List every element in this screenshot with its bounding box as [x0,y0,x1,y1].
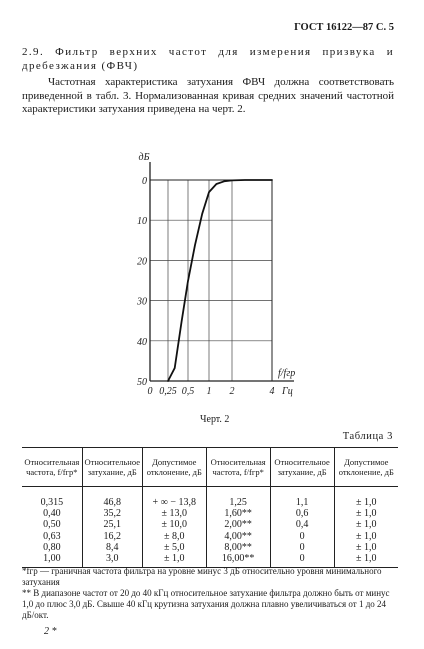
table-cell: 1,1 [270,487,334,509]
section-title: 2.9. Фильтр верхних частот для измерения призвука и дребезжания (ФВЧ) [22,46,394,72]
table-caption: Таблица 3 [342,431,393,442]
table-header-cell: Относительная частота, f/fгр* [22,448,82,487]
page-header: ГОСТ 16122—87 С. 5 [294,22,394,33]
footnote-2: ** В диапазоне частот от 20 до 40 кГц относительное затухание фильтра должно быть от минус 1,0 до плюс 3,0 дБ. Свыше 40 кГц крутизна затухания должна плавно увеличиваться от 1 до 24 дБ/окт. [22,588,390,620]
table-cell: ± 1,0 [334,542,398,553]
table-cell: ± 1,0 [334,531,398,542]
table-cell: 0,50 [43,519,61,531]
table-cell: 0,40 [43,508,61,520]
table-cell: 1,60** [206,508,270,519]
chart-x-axis-unit: Гц [282,386,293,397]
table-header-cell: Допустимое отклонение, дБ [142,448,206,487]
table-cell: 0,6 [270,508,334,519]
chart-x-axis-label: f/fгр [278,368,296,379]
table-cell: ± 1,0 [334,553,398,568]
table-cell: 3,0 [82,553,142,568]
table-cell: ± 1,0 [334,508,398,519]
chart-y-tick-label: 0 [142,176,147,187]
chart-y-axis-label: дБ [138,152,150,163]
table-cell: ± 10,0 [142,519,206,530]
table-cell: 8,00** [206,542,270,553]
chart-y-tick-label: 40 [137,336,147,348]
table-cell: 25,1 [82,519,142,530]
table-row [22,487,398,509]
chart-x-tick-label: 4 [269,386,275,397]
table-header-cell: Допустимое отклонение, дБ [334,448,398,487]
table-cell: + ∞ − 13,8 [142,487,206,509]
chart-x-tick-label: 0,5 [181,386,195,397]
table-cell: 2,00** [206,519,270,530]
chart-y-tick-label: 10 [137,216,147,228]
chart-y-tick-label: 30 [137,296,147,308]
footnote-1: *fгр — граничная частота фильтра на уровне минус 3 дБ относительно уровня минимального затухания [22,566,382,587]
table-cell: 0,80 [43,541,61,553]
chart-y-tick-label: 20 [137,256,147,268]
chart-y-tick-label: 50 [137,377,147,388]
table-cell: 1,25 [206,487,270,509]
table-cell: ± 13,0 [142,508,206,519]
table-header-row [22,448,398,487]
table-cell: 0 [270,542,334,553]
chart-series-line [168,180,272,381]
table-header-cell: Относительная частота, f/fгр* [206,448,270,487]
table-cell: 8,4 [82,542,142,553]
table-cell: 0,63 [43,530,61,542]
chart-x-tick-label: 0 [147,386,153,397]
section-text: Частотная характеристика затухания ФВЧ должна соответствовать приведенной в табл. 3. Нормализованная кривая средних значений частотной характеристики затухания приведена на черт. 2. [22,76,394,115]
table-row [22,542,398,553]
table-cell: 16,2 [82,531,142,542]
table-cell: 0,4 [270,519,334,530]
chart-x-tick-label: 0,25 [159,386,177,397]
table-cell: ± 1,0 [334,519,398,530]
table-header-cell: Относительное затухание, дБ [270,448,334,487]
table-cell: 4,00** [206,531,270,542]
table-cell: 16,00** [206,553,270,568]
table-row [22,531,398,542]
table-cell: 0,315 [40,497,64,508]
chart-x-tick-label: 1 [206,386,212,397]
chart-x-tick-label: 2 [229,386,235,397]
table-cell: 0 [270,553,334,568]
attenuation-table [22,447,398,568]
table-row [22,508,398,519]
table-cell: 35,2 [82,508,142,519]
page-mark: 2 * [44,626,57,637]
table-cell: 46,8 [82,487,142,509]
table-cell: 1,00 [22,553,82,568]
table-cell: ± 1,0 [334,487,398,509]
table-row [22,519,398,530]
table-cell: ± 5,0 [142,542,206,553]
table-cell: ± 8,0 [142,531,206,542]
figure-caption: Черт. 2 [200,414,230,425]
table-cell: ± 1,0 [142,553,206,568]
table-cell: 0 [270,531,334,542]
table-header-cell: Относительное затухание, дБ [82,448,142,487]
